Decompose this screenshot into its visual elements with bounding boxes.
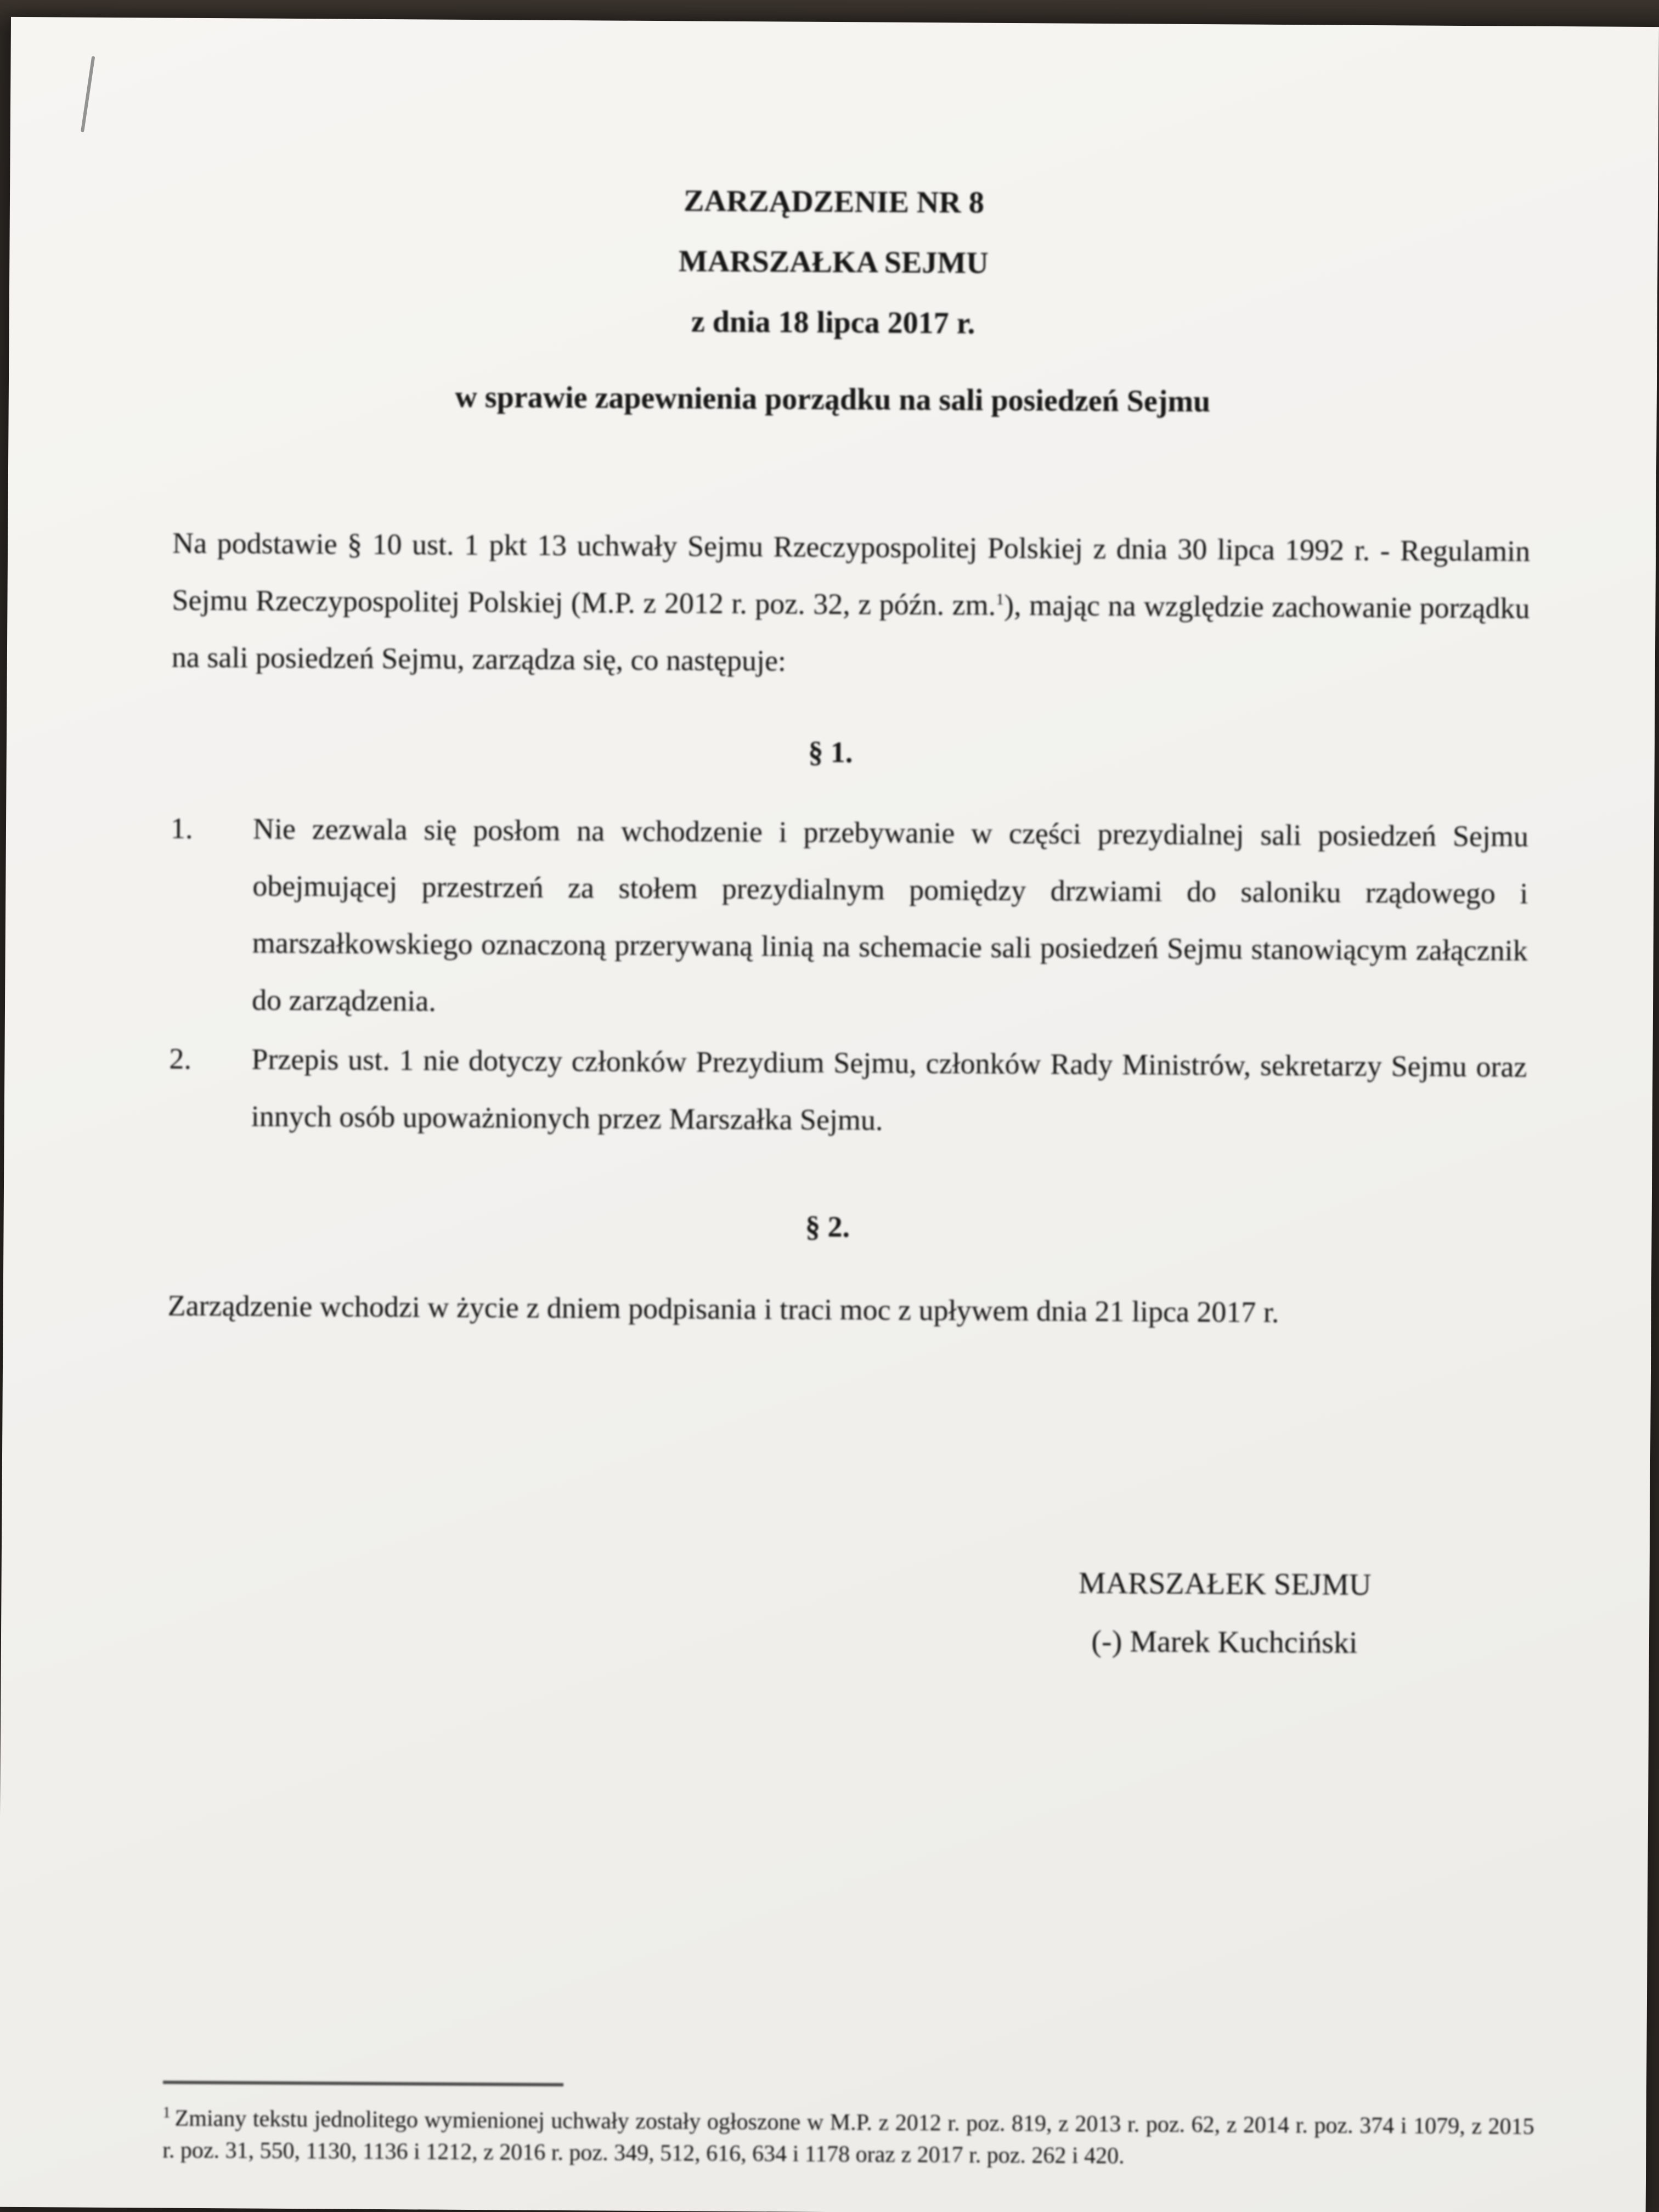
list-item-number: 2. [169, 1042, 192, 1075]
ordinance-number: ZARZĄDZENIE NR 8 [683, 184, 984, 220]
section-1-heading: § 1. [808, 735, 853, 769]
intro-text-end: ), mając na względzie zachowanie porządku na sali posiedzeń Sejmu, zarządza się, co następuje: [171, 588, 1530, 678]
footnote-divider [163, 2081, 563, 2086]
list-item [170, 800, 1529, 1018]
intro-text-start: Na podstawie § 10 ust. 1 pkt 13 uchwały Sejmu Rzeczypospolitej Polskiej z dnia 30 lipca 1992 r. - Regulamin Sejmu Rzeczypospolitej Polskiej (M.P. z 2012 r. poz. 32, z późn. zm. [172, 526, 1531, 622]
list-item-text: Przepis ust. 1 nie dotyczy członków Prezydium Sejmu, członków Rady Ministrów, sekretarzy Sejmu oraz innych osób upoważnionych przez Marszałka Sejmu. [251, 1042, 1527, 1137]
section-2-heading: § 2. [805, 1210, 850, 1244]
ordinance-subject: w sprawie zapewnienia porządku na sali posiedzeń Sejmu [455, 380, 1211, 419]
footnote-text: Zmiany tekstu jednolitego wymienionej uchwały zostały ogłoszone w M.P. z 2012 r. poz. 819, z 2013 r. poz. 62, z 2014 r. poz. 374 i 1079, z 2015 r. poz. 31, 550, 1130, 1136 i 1212, z 2016 r. poz. 349, 512, 616, 634 i 1178 oraz z 2017 r. poz. 262 i 420. [162, 2106, 1534, 2169]
pen-mark [81, 56, 95, 132]
intro-paragraph [172, 515, 1531, 694]
list-item-text: Nie zezwala się posłom na wchodzenie i przebywanie w części prezydialnej sali posiedzeń Sejmu obejmującej przestrzeń za stołem prezydialnym pomiędzy drzwiami do saloniku rządowego i marszałkowskiego oznaczoną przerywaną linią na schemacie sali posiedzeń Sejmu stanowiącym załącznik do zarządzenia. [251, 812, 1529, 1018]
issuer-title: MARSZAŁKA SEJMU [678, 244, 989, 280]
footnote-reference: 1 [996, 590, 1005, 608]
document-page [0, 17, 1659, 2212]
section-2-text: Zarządzenie wchodzi w życie z dniem podpisania i traci moc z upływem dnia 21 lipca 2017 r. [167, 1289, 1279, 1329]
signatory-title: MARSZAŁEK SEJMU [1078, 1566, 1372, 1602]
issue-date: z dnia 18 lipca 2017 r. [691, 304, 975, 341]
footnote-number: 1 [162, 2104, 171, 2121]
footnote [162, 2097, 1534, 2175]
signatory-name: (-) Marek Kuchciński [1091, 1624, 1358, 1660]
list-item-number: 1. [170, 811, 193, 845]
signature-block [1032, 1554, 1417, 1672]
